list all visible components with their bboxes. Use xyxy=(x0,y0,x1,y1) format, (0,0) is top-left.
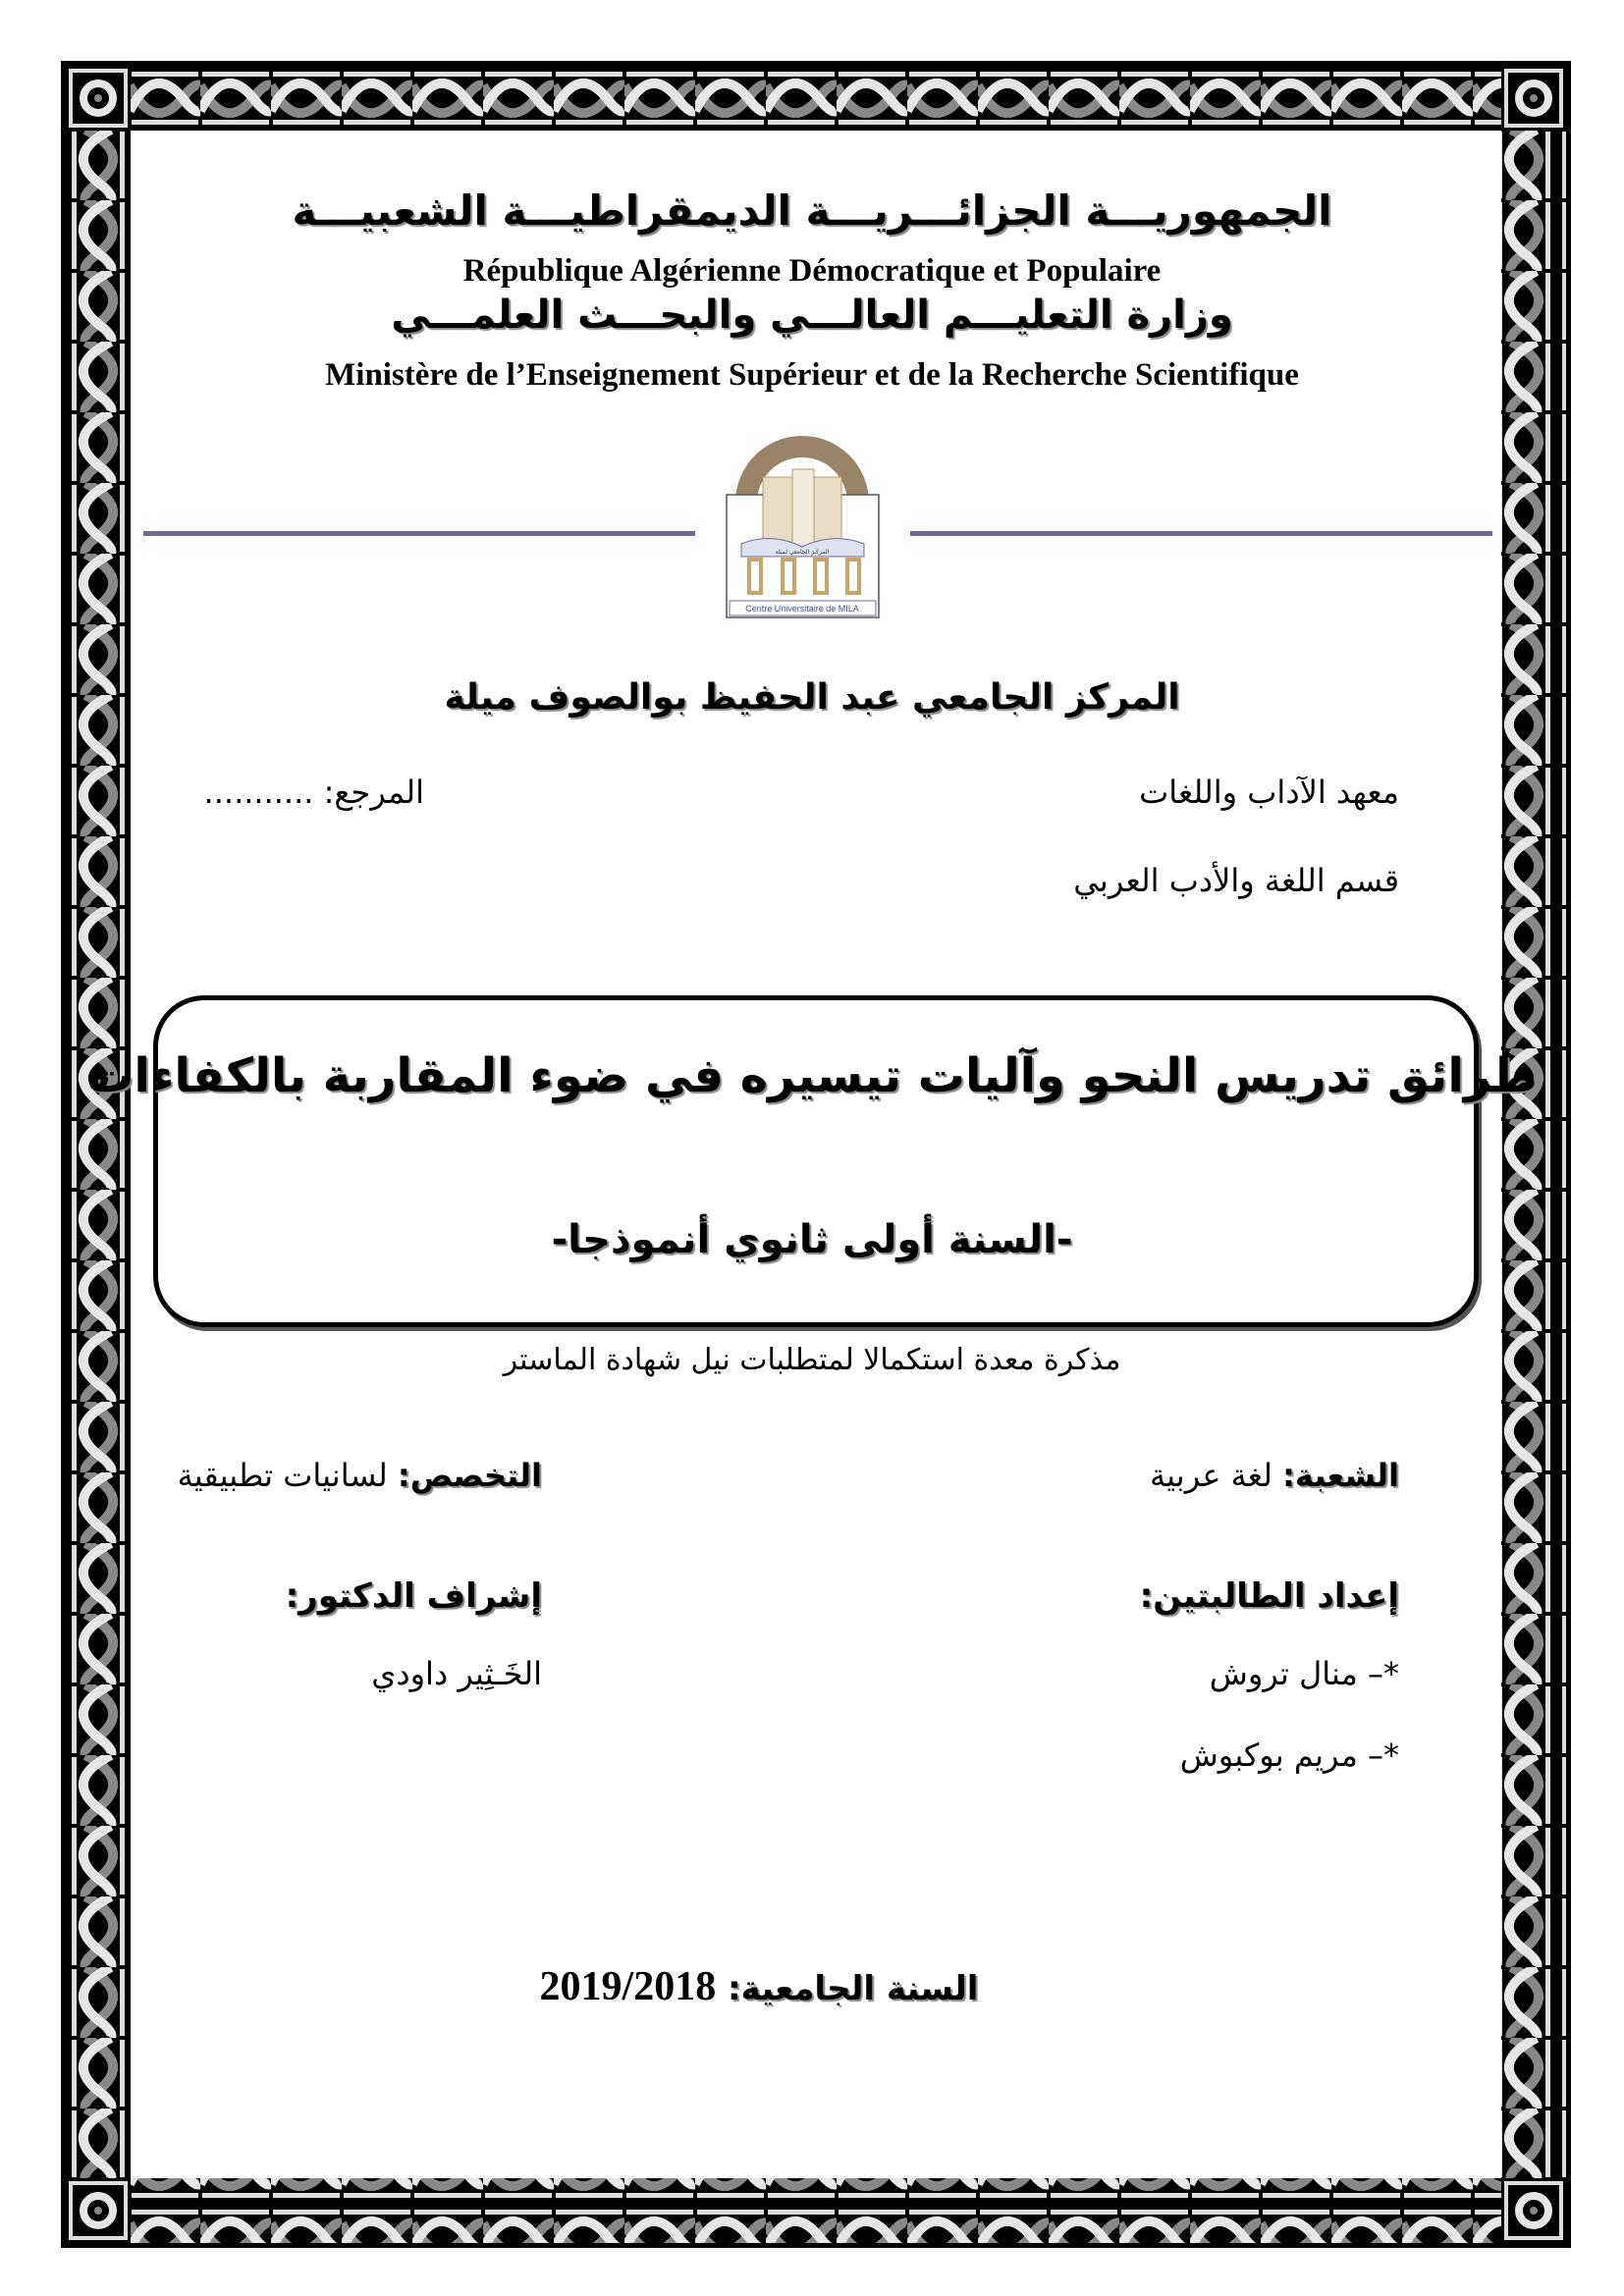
specialty-field xyxy=(178,1457,542,1494)
supervisor-name: الخَـثِير داودي xyxy=(371,1655,542,1692)
ministry-arabic: وزارة التعليـــم العالـــي والبحـــث العلمـــي xyxy=(391,293,1233,338)
memo-note: مذكرة معدة استكمالا لمتطلبات نيل شهادة الماستر xyxy=(503,1343,1121,1377)
supervisor-label: إشراف الدكتور: xyxy=(285,1576,542,1616)
ministry-french: Ministère de l’Enseignement Supérieur et de la Recherche Scientifique xyxy=(325,357,1299,393)
branch-label: الشعبة: xyxy=(1282,1457,1399,1494)
title-box xyxy=(153,995,1479,1327)
branch-field xyxy=(1150,1457,1399,1494)
student-name: *– مريم بوكبوش xyxy=(1179,1736,1399,1774)
reference-number: المرجع: ........... xyxy=(203,774,424,811)
university-logo xyxy=(722,434,884,620)
thesis-subtitle: -السنة أولى ثانوي أنموذجا- xyxy=(551,1217,1073,1262)
divider-right xyxy=(910,531,1492,536)
specialty-value: لسانيات تطبيقية xyxy=(177,1457,398,1494)
academic-year-label: السنة الجامعية: xyxy=(716,1969,979,2008)
academic-year xyxy=(0,1963,1518,2010)
thesis-title: طرائق تدريس النحو وآليات تيسيره في ضوء المقاربة بالكفاءات xyxy=(86,1048,1538,1103)
branch-value: لغة عربية xyxy=(1149,1457,1283,1494)
logo-caption: Centre Universitaire de MILA xyxy=(745,604,859,614)
student-name: *– منال تروش xyxy=(1209,1655,1399,1692)
students-label: إعداد الطالبتين: xyxy=(1139,1576,1399,1616)
institute-name: معهد الآداب واللغات xyxy=(1139,774,1399,811)
specialty-label: التخصص: xyxy=(397,1457,542,1494)
academic-year-value: 2019/2018 xyxy=(539,1964,717,2009)
divider-left xyxy=(143,531,695,536)
republic-arabic: الجمهوريـــة الجزائـــريـــة الديمقراطيـــة الشعبيـــة xyxy=(292,187,1332,235)
university-center-name: المركز الجامعي عبد الحفيظ بوالصوف ميلة xyxy=(444,677,1180,718)
logo-inner-text: المركـز الجامعي لميلة xyxy=(775,549,830,556)
republic-french: République Algérienne Démocratique et Populaire xyxy=(462,253,1162,289)
department-name: قسم اللغة والأدب العربي xyxy=(1073,862,1399,899)
